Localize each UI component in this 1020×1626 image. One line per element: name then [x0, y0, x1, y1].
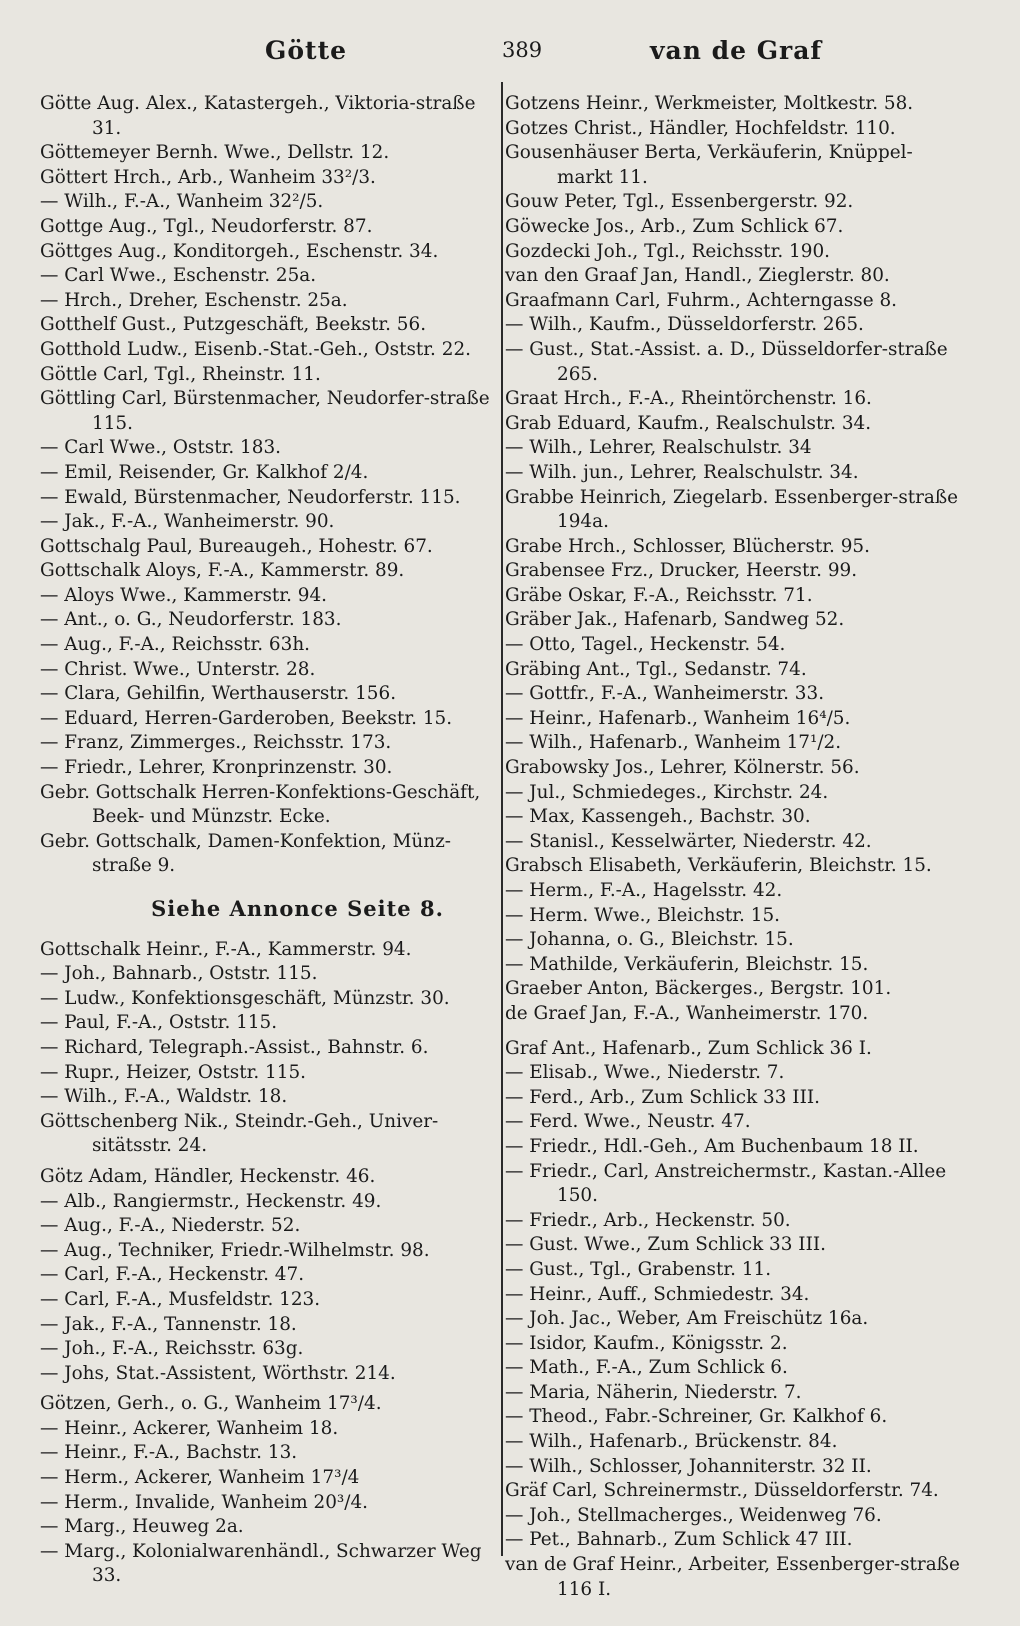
directory-entry: Grabensee Frz., Drucker, Heerstr. 99. [505, 560, 858, 582]
directory-entry: — Clara, Gehilfin, Werthauserstr. 156. [40, 683, 397, 705]
directory-entry: — Isidor, Kaufm., Königsstr. 2. [505, 1332, 788, 1354]
directory-entry: — Joh. Jac., Weber, Am Freischütz 16a. [505, 1308, 869, 1330]
directory-entry: Götzen, Gerh., o. G., Wanheim 17³/4. [40, 1393, 382, 1415]
directory-entry: — Otto, Tagel., Heckenstr. 54. [505, 634, 786, 656]
directory-entry: Gräbe Oskar, F.-A., Reichsstr. 71. [505, 584, 813, 606]
directory-entry: — Carl Wwe., Oststr. 183. [40, 437, 281, 459]
directory-entry: Gozdecki Joh., Tgl., Reichsstr. 190. [505, 240, 830, 262]
directory-entry: — Heinr., Auff., Schmiedestr. 34. [505, 1283, 810, 1305]
directory-entry: Gräber Jak., Hafenarb, Sandweg 52. [505, 609, 845, 631]
directory-entry: van de Graf Heinr., Arbeiter, Essenberger-straße 116 I. [505, 1554, 960, 1600]
directory-entry: — Alb., Rangiermstr., Heckenstr. 49. [40, 1190, 382, 1212]
directory-entry: Gottschalk Heinr., F.-A., Kammerstr. 94. [40, 938, 412, 960]
directory-entry: Göwecke Jos., Arb., Zum Schlick 67. [505, 215, 844, 237]
directory-entry: — Friedr., Lehrer, Kronprinzenstr. 30. [40, 757, 393, 779]
directory-entry: — Wilh., F.-A., Waldstr. 18. [40, 1086, 288, 1108]
directory-entry: Grabsch Elisabeth, Verkäuferin, Bleichstr. 15. [505, 855, 932, 877]
directory-entry: — Wilh., Hafenarb., Brückenstr. 84. [505, 1431, 838, 1453]
directory-entry: — Gust., Stat.-Assist. a. D., Düsseldorfer-straße 265. [505, 338, 948, 385]
directory-entry: Götte Aug. Alex., Katastergeh., Viktoria-straße 31. [40, 93, 476, 139]
directory-entry: — Wilh., Kaufm., Düsseldorferstr. 265. [505, 314, 864, 336]
directory-entry: Göttschenberg Nik., Steindr.-Geh., Univer-sitätsstr. 24. [40, 1110, 439, 1157]
directory-entry: Graeber Anton, Bäckerges., Bergstr. 101. [505, 978, 892, 1000]
left-entries-b [40, 938, 495, 1159]
directory-entry: — Carl Wwe., Eschenstr. 25a. [40, 265, 317, 287]
right-entries-b [505, 1037, 960, 1603]
left-entries-a [40, 92, 495, 879]
directory-entry: — Joh., F.-A., Reichsstr. 63g. [40, 1338, 304, 1360]
directory-entry: Gotthelf Gust., Putzgeschäft, Beekstr. 56. [40, 314, 427, 336]
directory-entry: — Gust. Wwe., Zum Schlick 33 III. [505, 1234, 826, 1256]
right-column [505, 92, 960, 1602]
directory-entry: — Hrch., Dreher, Eschenstr. 25a. [40, 289, 348, 311]
directory-entry: Gousenhäuser Berta, Verkäuferin, Knüppel-markt 11. [505, 142, 913, 188]
directory-entry: Gottge Aug., Tgl., Neudorferstr. 87. [40, 215, 373, 237]
directory-entry: Grabe Hrch., Schlosser, Blücherstr. 95. [505, 535, 870, 557]
directory-entry: Gräf Carl, Schreinermstr., Düsseldorferstr. 74. [505, 1480, 939, 1502]
directory-entry: — Franz, Zimmerges., Reichsstr. 173. [40, 732, 392, 754]
directory-entry: Grabbe Heinrich, Ziegelarb. Essenberger-straße 194a. [505, 486, 959, 533]
directory-entry: — Pet., Bahnarb., Zum Schlick 47 III. [505, 1529, 853, 1551]
directory-entry: Gouw Peter, Tgl., Essenbergerstr. 92. [505, 191, 854, 213]
directory-entry: — Eduard, Herren-Garderoben, Beekstr. 15. [40, 707, 453, 729]
directory-entry: — Herm., Invalide, Wanheim 20³/4. [40, 1491, 369, 1513]
directory-entry: Grabowsky Jos., Lehrer, Kölnerstr. 56. [505, 757, 860, 779]
directory-entry: — Joh., Stellmacherges., Weidenweg 76. [505, 1504, 882, 1526]
directory-entry: — Jak., F.-A., Tannenstr. 18. [40, 1313, 297, 1335]
directory-entry: — Herm., Ackerer, Wanheim 17³/4 [40, 1467, 360, 1489]
directory-entry: — Maria, Näherin, Niederstr. 7. [505, 1381, 802, 1403]
directory-entry: Gottschalg Paul, Bureaugeh., Hohestr. 67. [40, 535, 433, 557]
header-left-word: Götte [265, 36, 348, 65]
directory-entry: — Carl, F.-A., Musfeldstr. 123. [40, 1288, 321, 1310]
directory-entry: — Aug., F.-A., Reichsstr. 63h. [40, 634, 311, 656]
directory-entry: Gotthold Ludw., Eisenb.-Stat.-Geh., Oststr. 22. [40, 338, 471, 360]
directory-entry: Grab Eduard, Kaufm., Realschulstr. 34. [505, 412, 872, 434]
directory-entry: — Stanisl., Kesselwärter, Niederstr. 42. [505, 830, 872, 852]
directory-entry: — Gottfr., F.-A., Wanheimerstr. 33. [505, 683, 825, 705]
directory-entry: Göttges Aug., Konditorgeh., Eschenstr. 34. [40, 240, 439, 262]
directory-entry: Gebr. Gottschalk, Damen-Konfektion, Münz-straße 9. [40, 830, 452, 877]
page-header [40, 36, 1000, 76]
header-right-word: van de Graf [650, 36, 823, 65]
directory-entry: — Friedr., Carl, Anstreichermstr., Kastan.-Allee 150. [505, 1160, 947, 1207]
directory-entry: Gotzes Christ., Händler, Hochfeldstr. 110. [505, 117, 896, 139]
directory-entry: de Graef Jan, F.-A., Wanheimerstr. 170. [505, 1002, 869, 1024]
directory-entry: — Jul., Schmiedeges., Kirchstr. 24. [505, 781, 829, 803]
directory-entry: — Heinr., Hafenarb., Wanheim 16⁴/5. [505, 707, 851, 729]
directory-entry: Graafmann Carl, Fuhrm., Achterngasse 8. [505, 289, 897, 311]
directory-entry: — Wilh., Lehrer, Realschulstr. 34 [505, 437, 812, 459]
directory-entry: — Emil, Reisender, Gr. Kalkhof 2/4. [40, 461, 369, 483]
directory-entry: — Ferd., Arb., Zum Schlick 33 III. [505, 1086, 820, 1108]
directory-entry: van den Graaf Jan, Handl., Zieglerstr. 80. [505, 265, 890, 287]
directory-entry: Gräbing Ant., Tgl., Sedanstr. 74. [505, 658, 807, 680]
directory-entry: — Joh., Bahnarb., Oststr. 115. [40, 963, 318, 985]
directory-entry: Götz Adam, Händler, Heckenstr. 46. [40, 1165, 376, 1187]
directory-entry: — Max, Kassengeh., Bachstr. 30. [505, 806, 811, 828]
directory-entry: Göttling Carl, Bürstenmacher, Neudorfer-straße 115. [40, 388, 490, 434]
directory-entry: — Aug., F.-A., Niederstr. 52. [40, 1215, 301, 1237]
directory-entry: — Herm., F.-A., Hagelsstr. 42. [505, 880, 783, 901]
directory-entry: — Ferd. Wwe., Neustr. 47. [505, 1111, 751, 1133]
directory-entry: — Johanna, o. G., Bleichstr. 15. [505, 929, 794, 951]
directory-entry: — Elisab., Wwe., Niederstr. 7. [505, 1062, 785, 1084]
directory-entry: — Johs, Stat.-Assistent, Wörthstr. 214. [40, 1362, 396, 1384]
left-entries-c [40, 1165, 495, 1386]
directory-entry: — Wilh., Hafenarb., Wanheim 17¹/2. [505, 732, 842, 754]
directory-entry: Göttemeyer Bernh. Wwe., Dellstr. 12. [40, 142, 390, 164]
directory-entry: — Wilh., F.-A., Wanheim 32²/5. [40, 191, 324, 213]
directory-entry: — Christ. Wwe., Unterstr. 28. [40, 658, 316, 680]
directory-entry: — Friedr., Hdl.-Geh., Am Buchenbaum 18 II. [505, 1135, 919, 1157]
right-entries-a [505, 92, 960, 1027]
directory-entry: — Marg., Kolonialwarenhändl., Schwarzer Weg 33. [40, 1540, 482, 1587]
directory-entry: — Jak., F.-A., Wanheimerstr. 90. [40, 511, 335, 533]
directory-entry: — Heinr., F.-A., Bachstr. 13. [40, 1442, 298, 1464]
directory-entry: Göttert Hrch., Arb., Wanheim 33²/3. [40, 166, 376, 188]
directory-entry: — Ewald, Bürstenmacher, Neudorferstr. 115. [40, 486, 461, 508]
directory-entry: — Wilh., Schlosser, Johanniterstr. 32 II. [505, 1455, 872, 1477]
page-number: 389 [502, 38, 543, 62]
directory-entry: — Richard, Telegraph.-Assist., Bahnstr. 6. [40, 1036, 429, 1058]
directory-entry: — Paul, F.-A., Oststr. 115. [40, 1012, 278, 1034]
directory-entry: — Math., F.-A., Zum Schlick 6. [505, 1357, 788, 1379]
left-entries-d [40, 1392, 495, 1589]
directory-entry: — Wilh. jun., Lehrer, Realschulstr. 34. [505, 461, 859, 483]
directory-entry: — Friedr., Arb., Heckenstr. 50. [505, 1209, 791, 1231]
directory-entry: — Marg., Heuweg 2a. [40, 1516, 244, 1538]
directory-entry: Gotzens Heinr., Werkmeister, Moltkestr. 58. [505, 93, 914, 114]
directory-entry: Göttle Carl, Tgl., Rheinstr. 11. [40, 363, 321, 385]
directory-entry: Graf Ant., Hafenarb., Zum Schlick 36 I. [505, 1037, 872, 1059]
directory-entry: — Heinr., Ackerer, Wanheim 18. [40, 1417, 339, 1439]
directory-entry: Gebr. Gottschalk Herren-Konfektions-Geschäft, Beek- und Münzstr. Ecke. [40, 781, 481, 828]
directory-entry: Gottschalk Aloys, F.-A., Kammerstr. 89. [40, 560, 405, 582]
left-column [40, 92, 495, 1589]
directory-entry: — Herm. Wwe., Bleichstr. 15. [505, 904, 780, 926]
column-divider [501, 82, 503, 1556]
directory-entry: — Gust., Tgl., Grabenstr. 11. [505, 1258, 772, 1280]
directory-entry: — Theod., Fabr.-Schreiner, Gr. Kalkhof 6. [505, 1406, 888, 1428]
directory-entry: — Aloys Wwe., Kammerstr. 94. [40, 584, 328, 606]
directory-entry: Graat Hrch., F.-A., Rheintörchenstr. 16. [505, 388, 872, 410]
directory-entry: — Ant., o. G., Neudorferstr. 183. [40, 609, 342, 631]
directory-entry: — Ludw., Konfektionsgeschäft, Münzstr. 30. [40, 987, 450, 1009]
directory-entry: — Rupr., Heizer, Oststr. 115. [40, 1061, 306, 1083]
annonce-notice: Siehe Annonce Seite 8. [151, 896, 444, 921]
directory-entry: — Carl, F.-A., Heckenstr. 47. [40, 1264, 305, 1286]
directory-entry: — Mathilde, Verkäuferin, Bleichstr. 15. [505, 953, 869, 975]
directory-entry: — Aug., Techniker, Friedr.-Wilhelmstr. 98. [40, 1239, 430, 1261]
